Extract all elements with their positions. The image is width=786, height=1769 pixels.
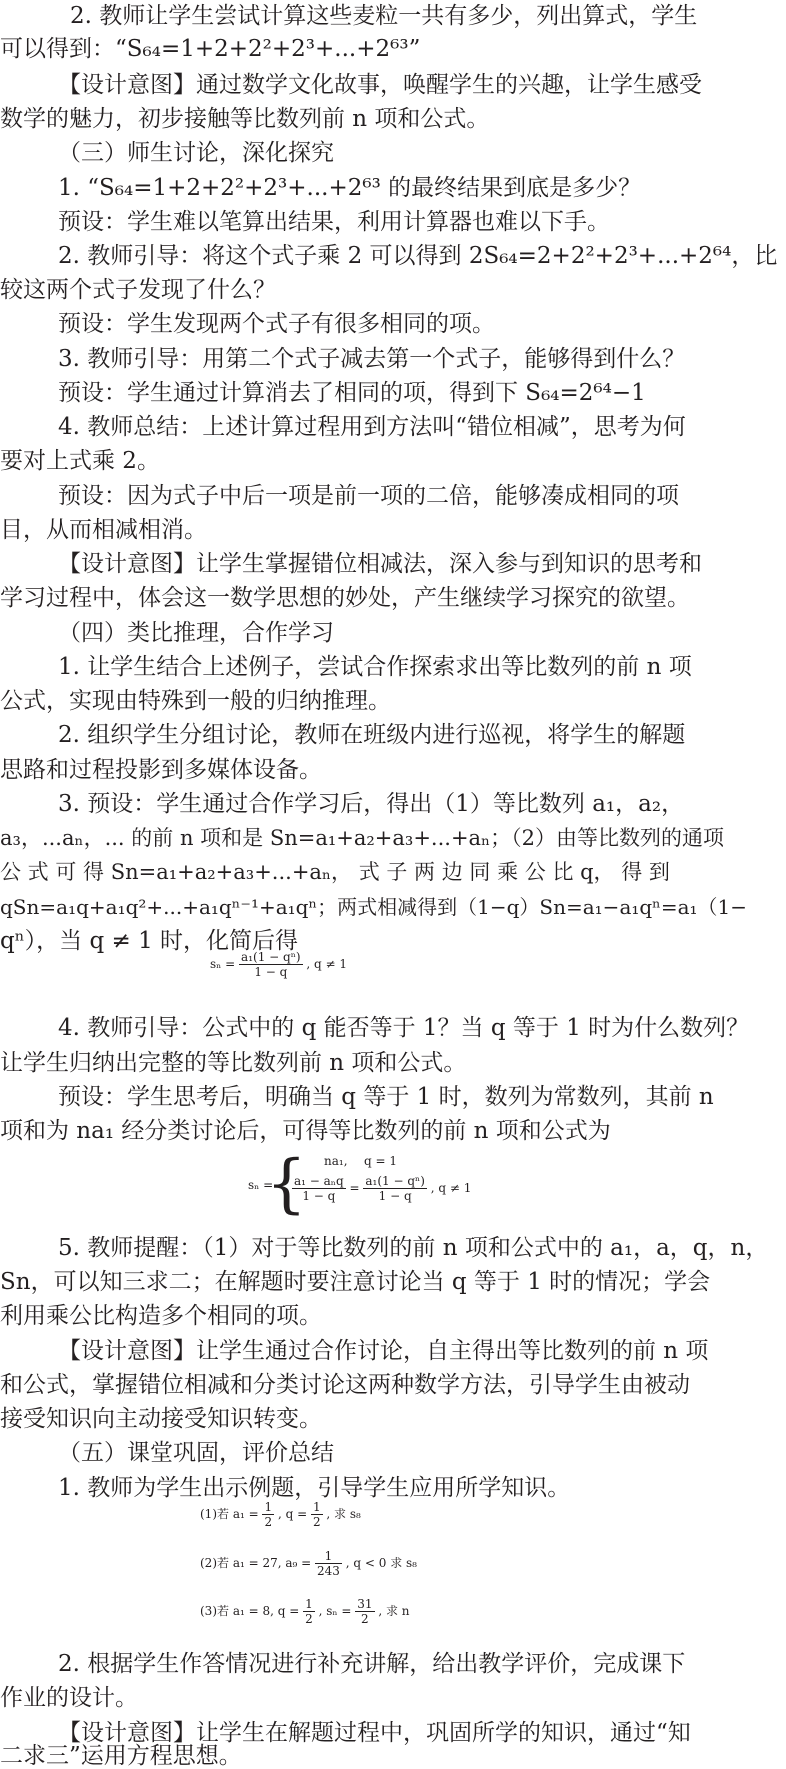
example-prefix: (3)若 a₁ = 8, q = xyxy=(200,1604,304,1618)
fraction-numerator: 1 xyxy=(305,1597,313,1611)
paragraph-line: 预设：学生通过计算消去了相同的项，得到下 S₆₄=2⁶⁴−1 xyxy=(58,380,646,406)
paragraph-line: 预设：学生难以笔算出结果，利用计算器也难以下手。 xyxy=(58,209,610,235)
example-middle: , sₙ = xyxy=(318,1604,356,1618)
fraction-denominator: 243 xyxy=(317,1564,340,1578)
fraction-denominator: 2 xyxy=(312,1515,321,1529)
paragraph-line: 作业的设计。 xyxy=(0,1685,138,1711)
paragraph-line: 公 式 可 得 Sn=a₁+a₂+a₃+...+aₙ， 式 子 两 边 同 乘 公 比 q， 得 到 xyxy=(0,860,670,884)
equals-sign: = xyxy=(349,1181,360,1195)
paragraph-line: 二求三”运用方程思想。 xyxy=(0,1743,242,1769)
formula-fraction xyxy=(262,1500,274,1529)
formula-case-1: na₁, xyxy=(324,1154,348,1168)
formula-case-2-condition: , q ≠ 1 xyxy=(430,1181,472,1195)
paragraph-line: 预设：学生思考后，明确当 q 等于 1 时，数列为常数列，其前 n xyxy=(58,1084,714,1110)
paragraph-line: 3. 教师引导：用第二个式子减去第一个式子，能够得到什么？ xyxy=(58,346,686,372)
formula-fraction xyxy=(355,1597,374,1626)
formula-sum-q-not-1 xyxy=(210,950,347,979)
formula-case-2 xyxy=(292,1174,471,1203)
paragraph-line: 预设：因为式子中后一项是前一项的二倍，能够凑成相同的项 xyxy=(58,483,679,509)
paragraph-line: 目，从而相减相消。 xyxy=(0,517,207,543)
paragraph-line: 较这两个式子发现了什么？ xyxy=(0,277,276,303)
paragraph-line: 4. 教师引导：公式中的 q 能否等于 1？当 q 等于 1 时为什么数列？ xyxy=(58,1015,750,1041)
paragraph-line: 数学的魅力，初步接触等比数列前 n 项和公式。 xyxy=(0,106,490,132)
formula-fraction xyxy=(311,1500,323,1529)
example-suffix: , 求 n xyxy=(378,1604,410,1618)
example-prefix: (1)若 a₁ = xyxy=(200,1507,263,1521)
paragraph-line: 1. 让学生结合上述例子，尝试合作探索求出等比数列的前 n 项 xyxy=(58,654,692,680)
paragraph-line: 让学生归纳出完整的等比数列前 n 项和公式。 xyxy=(0,1050,467,1076)
fraction-numerator: 1 xyxy=(264,1500,273,1514)
paragraph-line: 5. 教师提醒：（1）对于等比数列的前 n 项和公式中的 a₁，a，q，n， xyxy=(58,1235,769,1261)
paragraph-line: 项和为 na₁ 经分类讨论后，可得等比数列的前 n 项和公式为 xyxy=(0,1118,611,1144)
paragraph-line: 可以得到：“S₆₄=1+2+2²+2³+...+2⁶³” xyxy=(0,36,421,62)
example-middle: , q < 0 求 s₈ xyxy=(345,1556,417,1570)
formula-lhs: sₙ = xyxy=(210,957,236,971)
paragraph-line: qSn=a₁q+a₁q²+...+a₁qⁿ⁻¹+a₁qⁿ；两式相减得到（1−q）Sn=a₁−a₁qⁿ=a₁（1− xyxy=(0,895,748,919)
formula-sum-piecewise xyxy=(248,1147,478,1222)
formula-fraction xyxy=(239,950,303,979)
paragraph-line: 3. 预设：学生通过合作学习后，得出（1）等比数列 a₁，a₂， xyxy=(58,791,685,817)
fraction-numerator: a₁(1 − qⁿ) xyxy=(241,950,301,964)
formula-fraction xyxy=(303,1597,315,1626)
design-intent-line: 【设计意图】让学生掌握错位相减法，深入参与到知识的思考和 xyxy=(58,551,702,577)
fraction-denominator: 1 − q xyxy=(254,965,288,979)
fraction-numerator: 31 xyxy=(357,1597,373,1611)
brace-glyph: { xyxy=(266,1147,307,1221)
paragraph-line: a₃，...aₙ，... 的前 n 项和是 Sn=a₁+a₂+a₃+...+aₙ；（2）由等比数列的通项 xyxy=(0,826,725,850)
fraction-denominator: 1 − q xyxy=(378,1189,412,1203)
paragraph-line: 学习过程中，体会这一数学思想的妙处，产生继续学习探究的欲望。 xyxy=(0,585,690,611)
paragraph-line: 2. 组织学生分组讨论，教师在班级内进行巡视，将学生的解题 xyxy=(58,722,686,748)
paragraph-line: 1. “S₆₄=1+2+2²+2³+...+2⁶³ 的最终结果到底是多少？ xyxy=(58,175,642,201)
example-2 xyxy=(200,1549,417,1578)
design-intent-line: 【设计意图】让学生在解题过程中，巩固所学的知识，通过“知 xyxy=(58,1720,691,1746)
paragraph-line: 2. 教师引导：将这个式子乘 2 可以得到 2S₆₄=2+2²+2³+...+2⁶⁴，比 xyxy=(58,243,778,269)
section-heading: （三）师生讨论，深化探究 xyxy=(58,140,334,166)
fraction-numerator: 1 xyxy=(312,1500,321,1514)
fraction-denominator: 2 xyxy=(264,1515,273,1529)
paragraph-line: 公式，实现由特殊到一般的归纳推理。 xyxy=(0,688,391,714)
paragraph-line: 1. 教师为学生出示例题，引导学生应用所学知识。 xyxy=(58,1475,571,1501)
paragraph-line: 预设：学生发现两个式子有很多相同的项。 xyxy=(58,311,495,337)
paragraph-line: 思路和过程投影到多媒体设备。 xyxy=(0,757,322,783)
fraction-denominator: 1 − q xyxy=(302,1189,336,1203)
fraction-denominator: 2 xyxy=(305,1612,313,1626)
paragraph-line: 利用乘公比构造多个相同的项。 xyxy=(0,1303,322,1329)
paragraph-line: qⁿ），当 q ≠ 1 时，化简后得 xyxy=(0,928,299,954)
example-3 xyxy=(200,1597,410,1626)
formula-fraction xyxy=(315,1549,342,1578)
paragraph-line: 4. 教师总结：上述计算过程用到方法叫“错位相减”，思考为何 xyxy=(58,414,686,440)
formula-fraction xyxy=(292,1174,346,1203)
fraction-numerator: a₁(1 − qⁿ) xyxy=(365,1174,425,1188)
design-intent-line: 【设计意图】让学生通过合作讨论，自主得出等比数列的前 n 项 xyxy=(58,1338,709,1364)
example-prefix: (2)若 a₁ = 27, a₉ = xyxy=(200,1556,316,1570)
paragraph-line: Sn，可以知三求二；在解题时要注意讨论当 q 等于 1 时的情况；学会 xyxy=(0,1269,711,1295)
formula-condition: , q ≠ 1 xyxy=(306,957,348,971)
paragraph-line: 接受知识向主动接受知识转变。 xyxy=(0,1406,322,1432)
fraction-numerator: a₁ − aₙq xyxy=(294,1174,344,1188)
paragraph-line: 2. 根据学生作答情况进行补充讲解，给出教学评价，完成课下 xyxy=(58,1651,686,1677)
paragraph-line: 和公式，掌握错位相减和分类讨论这两种数学方法，引导学生由被动 xyxy=(0,1372,690,1398)
formula-fraction xyxy=(363,1174,427,1203)
example-suffix: , 求 s₈ xyxy=(326,1507,361,1521)
section-heading: （五）课堂巩固，评价总结 xyxy=(58,1440,334,1466)
formula-case-1-condition: q = 1 xyxy=(364,1154,397,1168)
paragraph-line: 2. 教师让学生尝试计算这些麦粒一共有多少，列出算式，学生 xyxy=(70,3,698,29)
design-intent-line: 【设计意图】通过数学文化故事，唤醒学生的兴趣，让学生感受 xyxy=(58,72,702,98)
formula-lhs: sₙ = xyxy=(248,1178,274,1192)
section-heading: （四）类比推理，合作学习 xyxy=(58,620,334,646)
example-1 xyxy=(200,1500,361,1529)
paragraph-line: 要对上式乘 2。 xyxy=(0,448,160,474)
example-middle: , q = xyxy=(277,1507,311,1521)
fraction-denominator: 2 xyxy=(361,1612,369,1626)
fraction-numerator: 1 xyxy=(315,1549,342,1564)
